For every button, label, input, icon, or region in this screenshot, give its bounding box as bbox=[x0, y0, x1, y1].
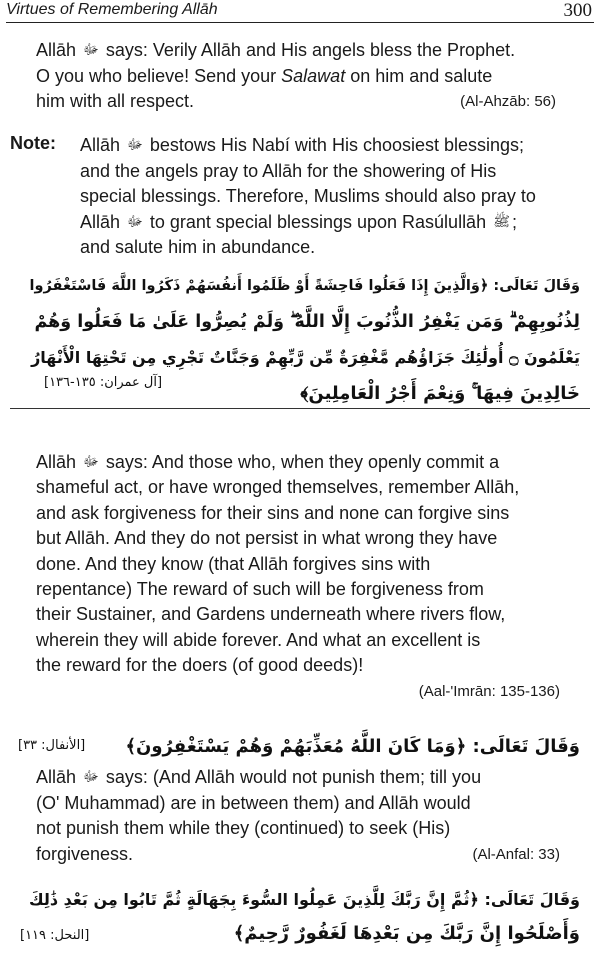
text-line: but Allāh. And they do not persist in what wrong they have bbox=[36, 528, 498, 549]
text-line: Allāh ﷻ says: And those who, when they openly commit a bbox=[36, 452, 500, 472]
reference-ahzab: (Al-Ahzāb: 56) bbox=[460, 93, 556, 110]
text-line: shameful act, or have wronged themselves, remember Allāh, bbox=[36, 477, 520, 498]
text-line: (O' Muhammad) are in between them) and Allāh would bbox=[36, 792, 471, 813]
arabic-verse-aal-imran bbox=[20, 268, 580, 412]
text-line: and salute him in abundance. bbox=[80, 237, 316, 257]
arabic-reference-aal-imran: [آل عمران: ١٣٥-١٣٦] bbox=[44, 375, 163, 390]
note-label: Note: bbox=[10, 133, 56, 153]
text-line: the reward for the doers (of good deeds)! bbox=[36, 655, 364, 676]
jalla-jalaluhu-seal: ﷻ bbox=[83, 41, 99, 57]
section-divider bbox=[10, 408, 590, 409]
text-line: forgiveness. (Al-Anfal: 33) bbox=[36, 842, 560, 868]
text-line: him with all respect. (Al-Ahzāb: 56) bbox=[36, 89, 556, 115]
text-line: Allāh ﷻ bestows His Nabí with His choosiest blessings; bbox=[80, 135, 525, 155]
reference-anfal: (Al-Anfal: 33) bbox=[472, 845, 560, 863]
jalla-jalaluhu-seal: ﷻ bbox=[83, 453, 99, 469]
arabic-line: وَأَصْلَحُوا إِنَّ رَبَّكَ مِن بَعْدِهَا لَغَفُورٌ رَّحِيمٌ﴾ bbox=[233, 923, 580, 944]
text-line: Allāh ﷻ says: (And Allāh would not punish them; till you bbox=[36, 767, 482, 787]
salallahu-alaihi-wasallam-seal: ﷺ bbox=[493, 212, 511, 229]
text-line: Allāh ﷻ says: Verily Allāh and His angels bless the Prophet. bbox=[36, 40, 516, 60]
text-line: and ask forgiveness for their sins and none can forgive sins bbox=[36, 502, 510, 523]
arabic-line: خَالِدِينَ فِيهَا ۚ وَنِعْمَ أَجْرُ الْعَامِلِينَ﴾ bbox=[300, 383, 580, 404]
text-line: not punish them while they (continued) to seek (His) bbox=[36, 818, 451, 838]
translation-aal-imran bbox=[36, 450, 560, 704]
translation-ahzab bbox=[36, 38, 556, 115]
text-line: their Sustainer, and Gardens underneath where rivers flow, bbox=[36, 604, 506, 625]
text-line: O you who believe! Send your Salawat on him and salute bbox=[36, 65, 493, 86]
arabic-line: يَعْلَمُونَ ۝ أُولَٰئِكَ جَزَاؤُهُم مَّغْفِرَةٌ مِّن رَّبِّهِمْ وَجَنَّاتٌ تَجْرِي مِن تَحْتِهَا الْأَنْهَارُ bbox=[31, 348, 580, 367]
chapter-title: Virtues of Remembering Allāh bbox=[6, 1, 218, 18]
jalla-jalaluhu-seal: ﷻ bbox=[83, 768, 99, 784]
text-line: and the angels pray to Allāh for the showering of His bbox=[80, 160, 497, 181]
note-body bbox=[80, 133, 560, 261]
arabic-line: وَقَالَ تَعَالَى: ﴿وَمَا كَانَ اللَّهُ مُعَذِّبَهُمْ وَهُمْ يَسْتَغْفِرُونَ﴾ bbox=[125, 736, 580, 757]
text-line: special blessings. Therefore, Muslims should also pray to bbox=[80, 186, 536, 206]
text-line: Allāh ﷻ to grant special blessings upon Rasúlullāh ﷺ ; bbox=[80, 211, 518, 232]
arabic-reference-anfal: [الأنفال: ٣٣] bbox=[18, 738, 86, 753]
arabic-verse-nahl bbox=[20, 883, 580, 951]
reference-aal-imran: (Aal-'Imrān: 135-136) bbox=[418, 682, 560, 700]
text-line: wherein they will abide forever. And what an excellent is bbox=[36, 629, 481, 650]
page-number: 300 bbox=[563, 0, 592, 21]
running-header bbox=[6, 0, 594, 23]
jalla-jalaluhu-seal: ﷻ bbox=[127, 136, 143, 152]
jalla-jalaluhu-seal: ﷻ bbox=[127, 212, 143, 229]
arabic-reference-nahl: [النحل: ١١٩] bbox=[20, 928, 90, 943]
text-line: done. And they know (that Allāh forgives sins with bbox=[36, 553, 431, 574]
arabic-verse-anfal bbox=[110, 730, 580, 764]
arabic-line: وَقَالَ تَعَالَى: ﴿ثُمَّ إِنَّ رَبَّكَ لِلَّذِينَ عَمِلُوا السُّوءَ بِجَهَالَةٍ ثُمَّ تَابُوا مِن بَعْدِ ذَٰلِكَ bbox=[28, 890, 580, 909]
translation-anfal bbox=[36, 765, 560, 867]
text-line: repentance) The reward of such will be forgiveness from bbox=[36, 579, 484, 600]
arabic-line: لِذُنُوبِهِمْ ۗ وَمَن يَغْفِرُ الذُّنُوبَ إِلَّا اللَّهُ ۖ وَلَمْ يُصِرُّوا عَلَىٰ مَا فَعَلُوا وَهُمْ bbox=[34, 312, 580, 332]
arabic-line: وَقَالَ تَعَالَى: ﴿وَالَّذِينَ إِذَا فَعَلُوا فَاحِشَةً أَوْ ظَلَمُوا أَنفُسَهُمْ ذَكَرُوا اللَّهَ فَاسْتَغْفَرُوا bbox=[29, 278, 580, 294]
